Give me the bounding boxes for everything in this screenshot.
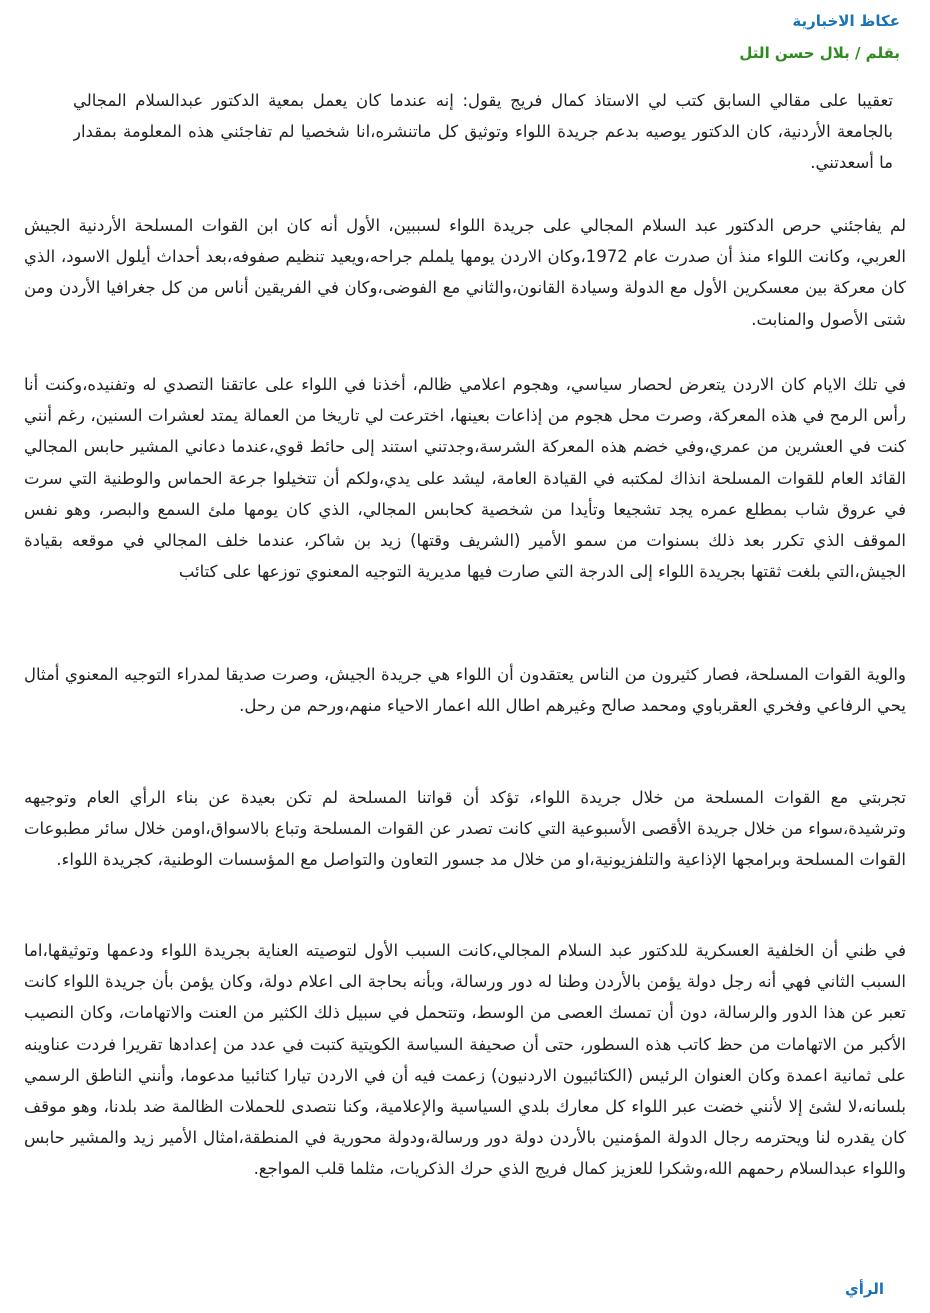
article-paragraph: تجربتي مع القوات المسلحة من خلال جريدة اللواء، تؤكد أن قواتنا المسلحة لم تكن بعيدة عن بناء الرأي العام وتوجيهه وترشيدة،سواء من خلال جريدة الأقصى الأسبوعية التي كانت تصدر عن القوات المسلحة وتباع بالاسواق،اومن خلال سائر مطبوعات القوات المسلحة وبرامجها الإذاعية والتلفزيونية،او من خلال مد جسور التعاون والتواصل مع المؤسسات الوطنية، كجريدة اللواء. [24,788,906,870]
article-paragraph: في تلك الايام كان الاردن يتعرض لحصار سياسي، وهجوم اعلامي ظالم، أخذنا في اللواء على عاتقنا التصدي له وتفنيده،وكنت أنا رأس الرمح في هذه المعركة، وصرت محل هجوم من إذاعات بعينها، اخترعت لي تاريخا من العمالة يمتد لعشرات السنين، رغم أنني كنت في العشرين من عمري،وفي خضم هذه المعركة الشرسة،وجدتني استند إلى حائط قوي،عندما دعاني المشير حابس المجالي القائد العام للقوات المسلحة انذاك لمكتبه في القيادة العامة، ليشد على يدي،ولكم أن تتخيلوا جرعة الحماس والوطنية التي سرت في عروق شاب بمطلع عمره يجد تشجيعا وتأيدا من شخصية كحابس المجالي، الذي كان يومها ملئ السمع والبصر، وهو نفس الموقف الذي تكرر بعد ذلك بسنوات من سمو الأمير (الشريف وقتها) زيد بن شاكر، عندما خلف المجالي في موقعه بقيادة الجيش،التي بلغت ثقتها بجريدة اللواء إلى الدرجة التي صارت فيها مديرية التوجيه المعنوي توزعها على كتائب [24,375,906,582]
article-paragraph: والوية القوات المسلحة، فصار كثيرون من الناس يعتقدون أن اللواء هي جريدة الجيش، وصرت صديقا لمدراء التوجيه المعنوي أمثال يحي الرفاعي وفخري العقرباوي ومحمد صالح وغيرهم اطال الله اعمار الاحياء منهم،ورحم من رحل. [24,665,906,716]
author-byline: بقلم / بلال حسن التل [739,44,900,62]
footer-source-label: الرأي [845,1280,884,1298]
article-paragraph: في ظني أن الخلفية العسكرية للدكتور عبد السلام المجالي،كانت السبب الأول لتوصيته العناية بجريدة اللواء ودعمها وتوثيقها،اما السبب الثاني فهي أنه رجل دولة يؤمن بالأردن وطنا له دور ورسالة، وبأنه بحاجة الى اعلام دولة، وكان يؤمن بأن جريدة اللواء كانت تعبر عن هذا الدور والرسالة، دون أن تمسك العصى من الوسط، وتتحمل في سبيل ذلك الكثير من العنت والاتهامات، وكان النصيب الأكبر من الاتهامات من حظ كاتب هذه السطور، حتى أن صحيفة السياسة الكويتية كتبت في عدد من إعدادها تقريرا فردت عناوينه على ثمانية اعمدة وكان العنوان الرئيس (الكتائبيون الاردنيون) زعمت فيه أن في الاردن تيارا كتائبيا مدعوما، وأنني الناطق الرسمي بلسانه،لا لشئ إلا لأنني خضت عبر اللواء كل معارك بلدي السياسية والإعلامية، وكنا نتصدى للحملات الظالمة ضد بلدنا، وهو موقف كان يقدره لنا ويحترمه رجال الدولة المؤمنين بالأردن دولة دور ورسالة،ودولة محورية في المنطقة،امثال الأمير زيد والمشير حابس واللواء عبدالسلام رحمهم الله،وشكرا للعزيز كمال فريج الذي حرك الذكريات، مثلما قلب المواجع. [24,941,906,1179]
news-source-label: عكاظ الاخبارية [792,12,900,30]
article-paragraph: تعقيبا على مقالي السابق كتب لي الاستاذ كمال فريج يقول: إنه عندما كان يعمل بمعية الدكتور عبدالسلام المجالي بالجامعة الأردنية، كان الدكتور يوصيه بدعم جريدة اللواء وتوثيق كل ماتنشره،انا شخصيا لم تفاجئني هذه المعلومة بمقدار ما أسعدتني. [73,91,893,173]
article-paragraph: لم يفاجئني حرص الدكتور عبد السلام المجالي على جريدة اللواء لسببين، الأول أنه كان ابن القوات المسلحة الأردنية الجيش العربي، وكانت اللواء منذ أن صدرت عام 1972،وكان الاردن يومها يلملم جراحه،ويعيد تنظيم صفوفه،بعد أحداث أيلول الاسود، الذي كان معركة بين معسكرين الأول مع الدولة وسيادة القانون،والثاني مع الفوضى،وكان في الفريقين أناس من كل جغرافيا الأردن ومن شتى الأصول والمنابت. [24,216,906,329]
